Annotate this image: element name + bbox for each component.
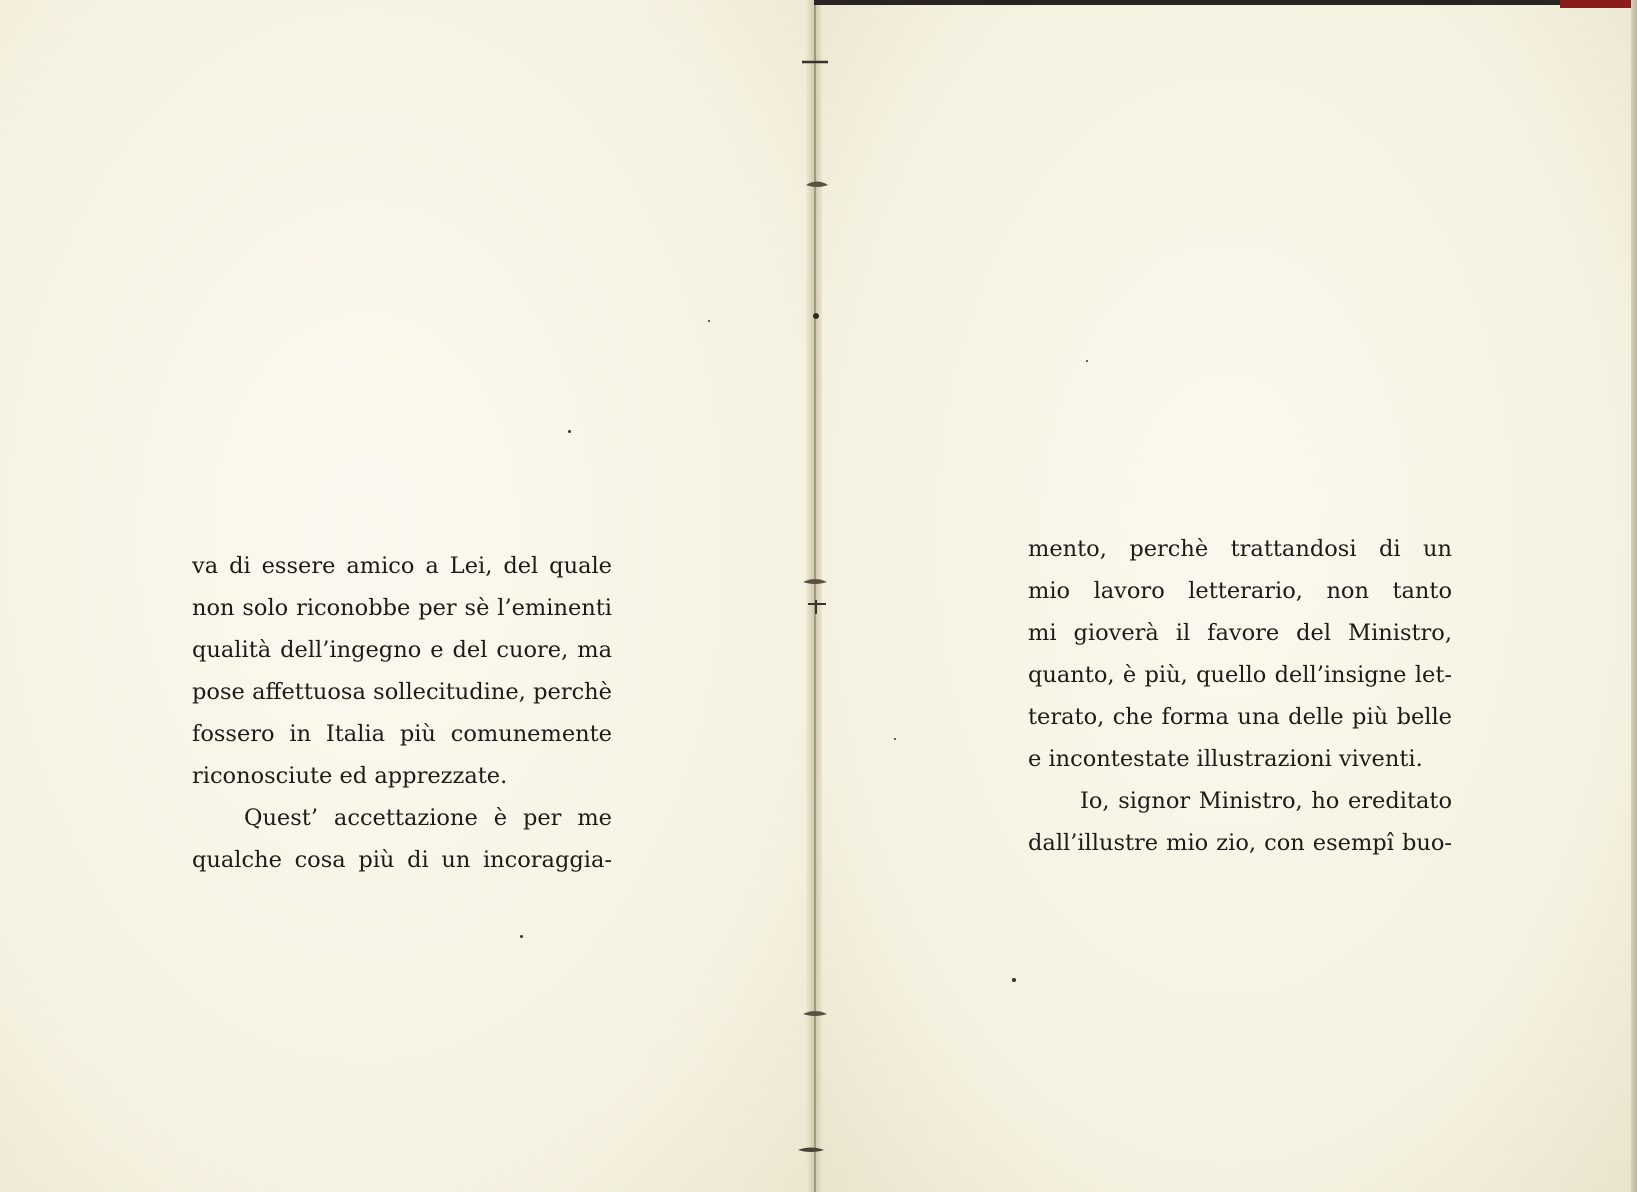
paper-speck [708, 320, 710, 322]
left-page-text [192, 545, 612, 881]
binding-stitch-icon [800, 56, 830, 68]
text-line: riconosciute ed apprezzate. [192, 763, 508, 789]
text-line: Quest’ accettazione è per me [244, 805, 612, 831]
text-line: va di essere amico a Lei, del quale [192, 553, 612, 579]
text-line: dall’illustre mio zio, con esempî buo- [1028, 830, 1452, 856]
binding-stitch-icon [802, 178, 832, 190]
binding-stitch-icon [812, 312, 820, 320]
text-line: quanto, è più, quello dell’insigne let- [1028, 662, 1452, 688]
text-line: mi gioverà il favore del Ministro, [1028, 620, 1452, 646]
page-top-edge [814, 0, 1637, 5]
text-line: mento, perchè trattandosi di un [1028, 536, 1452, 562]
binding-stitch-icon [796, 1144, 826, 1156]
binding-stitch-icon [800, 576, 830, 588]
text-line: qualità dell’ingegno e del cuore, ma [192, 637, 612, 663]
paper-speck [894, 738, 896, 740]
binding-stitch-icon [802, 598, 832, 616]
paper-speck [1086, 360, 1088, 362]
text-line: qualche cosa più di un incoraggia- [192, 847, 612, 873]
left-page [0, 0, 812, 1192]
text-line: pose affettuosa sollecitudine, perchè [192, 679, 612, 705]
text-line: mio lavoro letterario, non tanto [1028, 578, 1452, 604]
paper-speck [520, 935, 523, 938]
page-top-edge-red [1560, 0, 1637, 8]
text-line: e incontestate illustrazioni viventi. [1028, 746, 1423, 772]
text-line: terato, che forma una delle più belle [1028, 704, 1452, 730]
text-line: non solo riconobbe per sè l’eminenti [192, 595, 612, 621]
page-right-edge [1631, 0, 1637, 1192]
right-page-text [1028, 528, 1452, 864]
binding-stitch-icon [800, 1008, 830, 1020]
text-line: fossero in Italia più comunemente [192, 721, 612, 747]
text-line: Io, signor Ministro, ho ereditato [1080, 788, 1452, 814]
paper-speck [1012, 978, 1016, 982]
paper-speck [568, 430, 571, 433]
right-page [814, 0, 1637, 1192]
